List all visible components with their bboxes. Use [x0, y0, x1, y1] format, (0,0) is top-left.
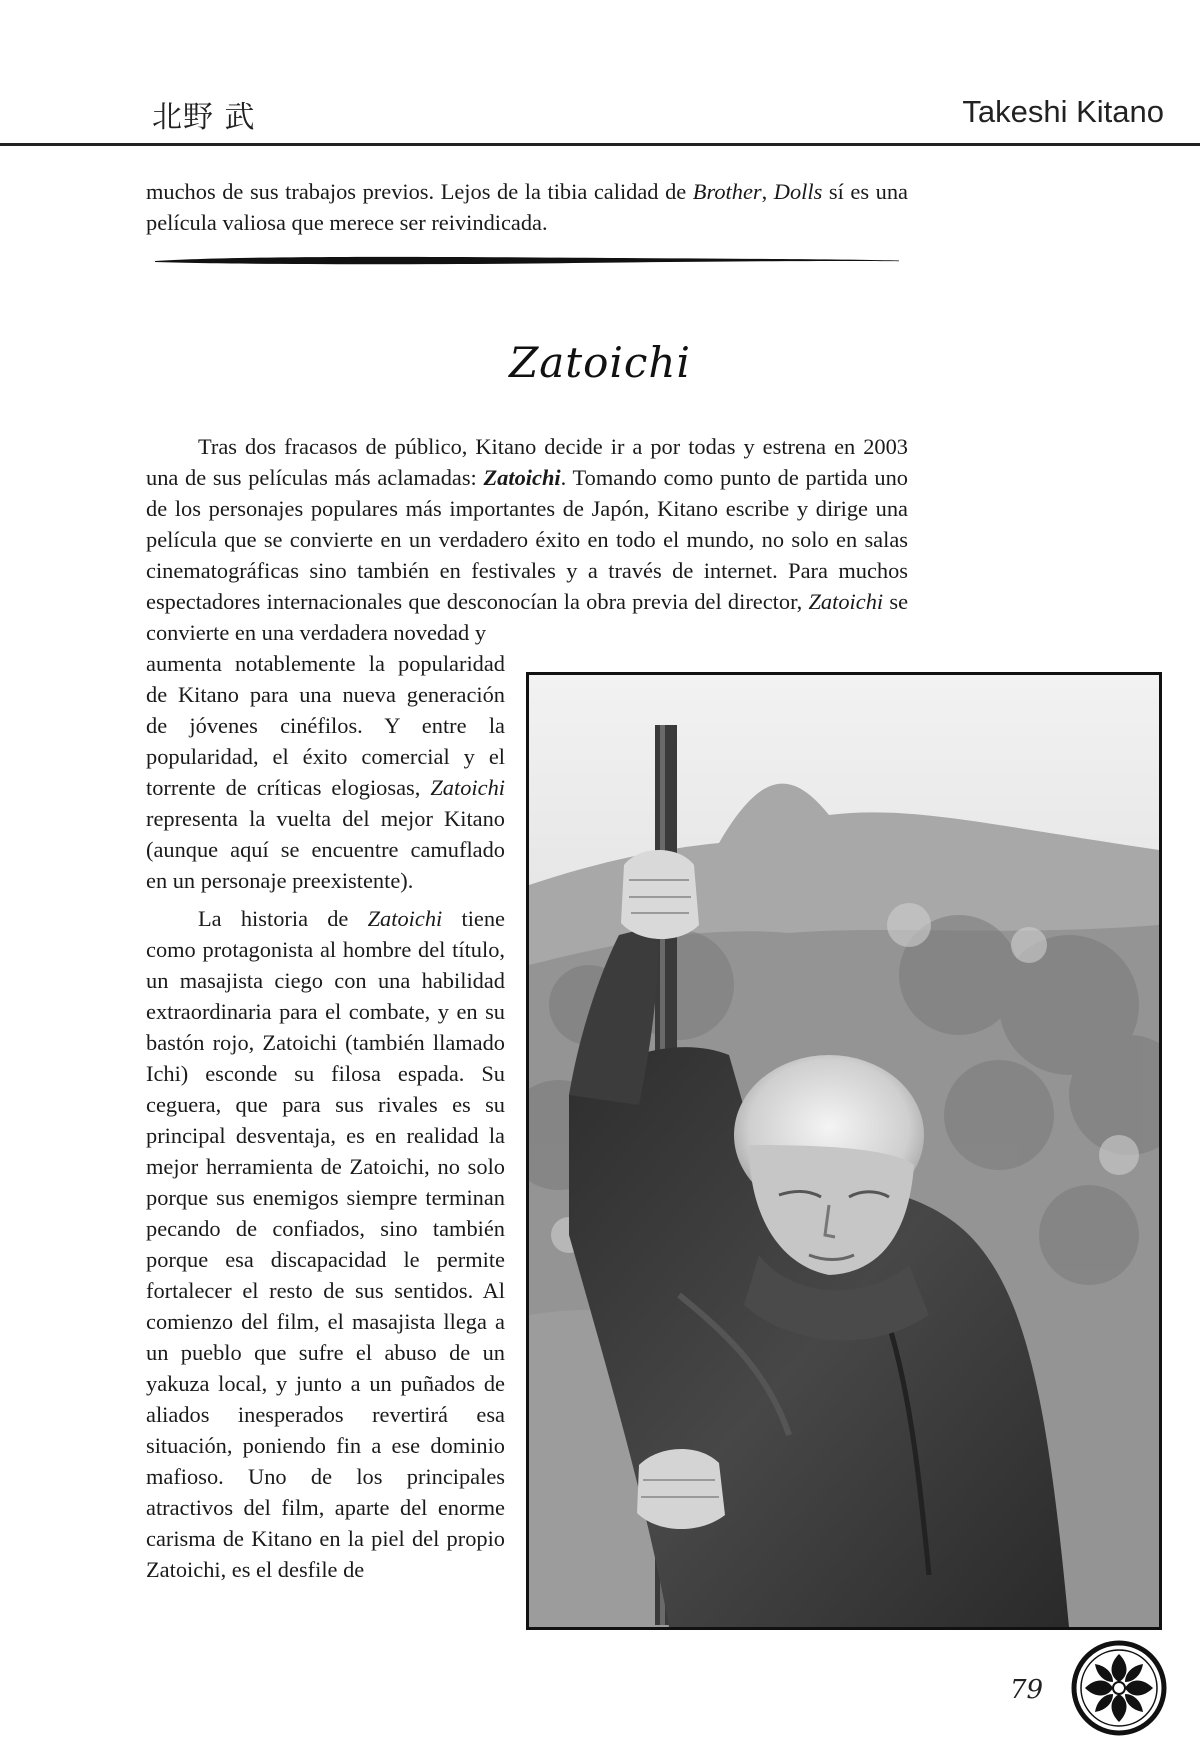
crest-emblem-icon: [1071, 1640, 1167, 1736]
p1-film-zatoichi: Zatoichi: [808, 589, 884, 614]
p1-film-zatoichi-bold: Zatoichi: [483, 465, 561, 490]
intro-film-dolls: Dolls: [773, 179, 823, 204]
p1-text-3: se convierte en una verdadera novedad y: [146, 589, 909, 645]
p2-text-1: La historia de: [198, 906, 368, 931]
narrow-column: [146, 648, 505, 1585]
p1-text-1: Tras dos fracasos de público, Kitano decide ir a por todas y estrena en 2003 una de sus películas más aclamadas:: [146, 434, 908, 490]
p1-narrow-text-1: aumenta notablemente la popularidad de Kitano para una nueva generación de jóvenes cinéfilos. Y entre la popularidad, el éxito comercial y el torrente de críticas elogiosas,: [146, 651, 505, 800]
page-number: 79: [1010, 1675, 1044, 1705]
intro-film-brother: Brother: [692, 179, 762, 204]
brush-stroke-divider: [155, 254, 899, 268]
p1-text-2: . Tomando como punto de partida uno de los personajes populares más importantes de Japón, Kitano escribe y dirige una película que se convierte en un verdadero éxito en todo el mundo, no solo en salas cinematográficas sino también en festivales y a través de internet. Para muchos espectadores internacionales que desconocían la obra previa del director,: [146, 465, 908, 614]
p1-narrow-text-2: representa la vuelta del mejor Kitano (aunque aquí se encuentre camuflado en un personaje preexistente).: [146, 806, 505, 893]
p2-film-zatoichi: Zatoichi: [367, 906, 443, 931]
film-still-illustration: [529, 675, 1159, 1627]
intro-paragraph: [146, 176, 908, 238]
intro-text-1: muchos de sus trabajos previos. Lejos de la tibia calidad de: [146, 179, 693, 204]
intro-text-3: sí es una película valiosa que merece ser reivindicada.: [146, 179, 908, 235]
header-rule: [0, 143, 1200, 146]
paragraph-2: [146, 903, 505, 1585]
header-title-author: Takeshi Kitano: [962, 94, 1164, 129]
paragraph-1-continuation: [146, 648, 505, 896]
p1-narrow-film-zatoichi: Zatoichi: [430, 775, 505, 800]
intro-text-2: ,: [761, 179, 774, 204]
film-still-photo: [526, 672, 1162, 1630]
paragraph-1-full-width: [146, 431, 908, 648]
p2-text-2: tiene como protagonista al hombre del título, un masajista ciego con una habilidad extraordinaria para el combate, y en su bastón rojo, Zatoichi (también llamado Ichi) esconde su filosa espada. Su ceguera, que para sus rivales es su principal desventaja, es en realidad la mejor herramienta de Zatoichi, no solo porque sus enemigos siempre terminan pecando de confiados, sino también porque esa discapacidad le permite fortalecer el resto de sus sentidos. Al comienzo del film, el masajista llega a un pueblo que sufre el abuso de un yakuza local, y junto a un puñados de aliados inesperados revertirá esa situación, poniendo fin a ese dominio mafioso. Uno de los principales atractivos del film, aparte del enorme carisma de Kitano en la piel del propio Zatoichi, es el desfile de: [146, 906, 505, 1582]
section-title: Zatoichi: [509, 338, 691, 387]
header-title-japanese: 北野 武: [152, 100, 256, 135]
